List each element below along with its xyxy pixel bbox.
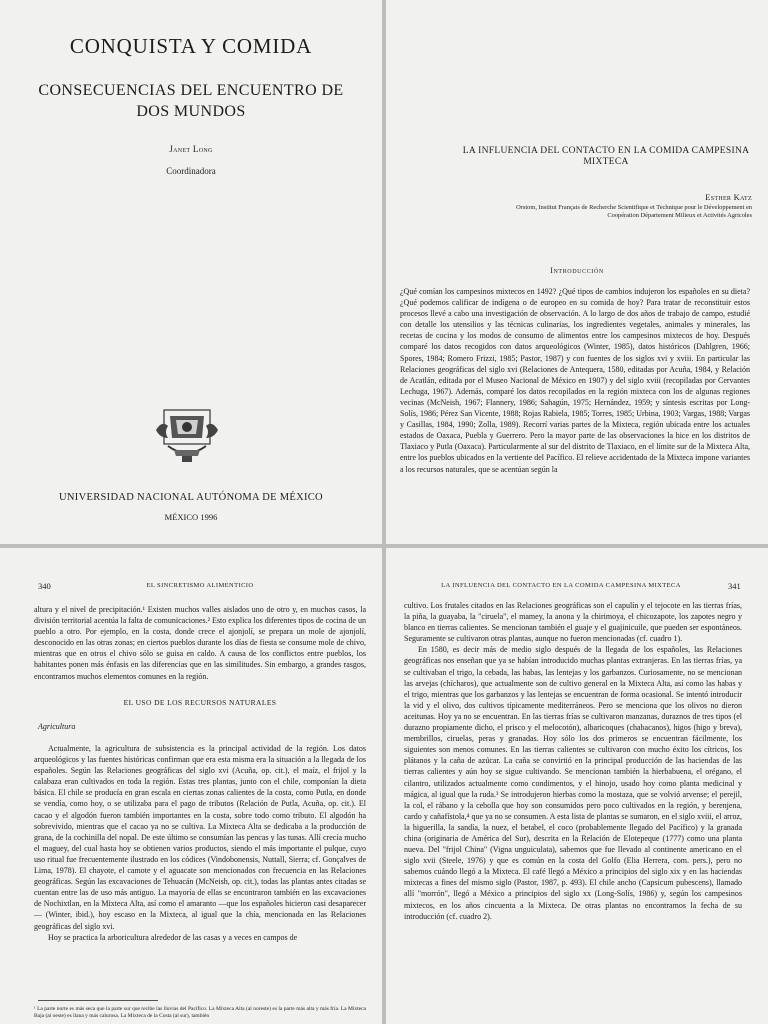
book-title: CONQUISTA Y COMIDA (69, 34, 313, 58)
section-heading: EL USO DE LOS RECURSOS NATURALES (123, 698, 277, 707)
subsection-heading: Agricultura (38, 722, 76, 731)
section-heading-introduccion: Introducción (550, 266, 604, 275)
chapter-title: LA INFLUENCIA DEL CONTACTO EN LA COMIDA CAMPESINA MIXTECA (462, 146, 750, 167)
footnote: ¹ La parte norte es más seca que la parte sur que recibe las lluvias del Pacífico. La Mixteca Alta (al noreste) es la parte más alta y más fría. La Mixteca Baja (al oeste) es llana y más calurosa. La Mixteca de la Costa (al sur), también (34, 1006, 366, 1019)
intro-paragraph: ¿Qué comían los campesinos mixtecos en 1492? ¿Qué tipos de cambios indujeron los españoles en su dieta? ¿Qué podemos calificar de indígena o de europeo en su comida de hoy? Para tratar de reconstituir estos procesos llevé a cabo una investigación de observación. A lo largo de dos años de trabajo de campo, estudié con detalle los utensilios y las técnicas culinarias, los ingredientes vegetales, animales y minerales, las recetas de cocina y los modos de consumo de alimentos entre los campesinos mixtecos de hoy. Después comparé los datos recogidos con datos arqueológicos (Winter, 1985), datos históricos (Dahlgren, 1966; Spores, 1984; Romero Frizzi, 1985; Pastor, 1987) y con fuentes de los siglos xvi y xviii. En particular las Relaciones geográficas del siglo xvi (Relaciones de Antequera, 1580, editadas por Acuña, 1984, y Relación de Acatlán, editada por el Museo Nacional de México en 1907) y del siglo xviii (recopiladas por Cervantes Lechuga, 1967). Además, comparé los datos recopilados en la región mixteca con los de algunas regiones vecinas (McNeish, 1967; Flannery, 1986; Sahagún, 1975; Hernández, 1959; y síntesis escritas por Long-Solís, 1986; Pérez San Vicente, 1988; Rojas Rabiela, 1985; Torres, 1985; Urbina, 1903; Vargas, 1988; Vargas y Casillas, 1984, 1990; Zolla, 1989). Recorrí varias partes de la Mixteca, región ubicada entre los actuales estados de Oaxaca, Puebla y Guerrero. Pero la mayor parte de las observaciones la hice en los distritos de Tlaxiaco y Putla (Oaxaca). Particularmente al sur del distrito de Tlaxiaco, en el límite sur de la Mixteca Alta, entre los pueblos ubicados en la vertiente del Pacífico. El relieve accidentado de la Mixteca impone variantes a los recursos naturales, que se acentúan según la (400, 287, 750, 474)
author-affiliation: Orstom, Institut Français de Recherche Scientifique et Technique pour le Développement en Coopération Département Milieux et Activités Agricoles (516, 204, 752, 220)
page-341 (386, 548, 768, 1024)
body-paragraph: En 1580, es decir más de medio siglo después de la llegada de los españoles, las Relaciones geográficas nos enseñan que ya se habían introducido muchas plantas extranjeras. En las tierras frías, ya se cultivaban el trigo, la cebada, las habas, las lentejas y los garbanzos. Curiosamente, no se mencionan las arvejas (chícharos), que actualmente son de cultivo general en la Mixteca Alta, así como las habas y el trigo, mientras que los garbanzos y las lentejas se encuentran de forma ocasional. Se intentó introducir la vid y el olivo, dos cultivos típicamente mediterráneos. Pero se menciona que los olivos no dieron aceitunas. Hoy ya no se encuentran. En las tierras frías se cultivaron manzanas, duraznos de tres tipos (el durazno propiamente dicho, el prisco y el melocotón), albaricoques (chabacanos), higos (higo y breva), membrillos, ciruelas, peras y granadas. Hoy sólo los dos primeros se encuentran fácilmente, los siguientes son menos comunes. En las tierras calientes se cultivaron con mucho éxito los cítricos, los plátanos y la caña de azúcar. La caña se convirtió en la principal producción de las haciendas de las tierras calientes y aún hoy se sigue cultivando. Se mencionan también la hierbabuena, el orégano, el cilantro, utilizados actualmente como condimentos, y el hinojo, usado hoy como planta medicinal y mágica, al igual que la ruda.³ Se introdujeron hierbas como la mostaza, que se volvió arvense; el perejil, la col, el rábano y la cebolla que hoy son consumidos pero poco cultivados en la región, y berenjena, cardo y cañafístola,⁴ que ya no se consumen. A esta lista de plantas se sumaron, en el siglo xviii, el arroz, la higuerilla, la sandía, la nuez, el betabel, el coco (probablemente llegado del Pacífico) y la granada china (originaria de América del Sur), descrita en la Relación de Elotepeque (1777) como una planta nueva. Del "frijol China" (Vigna unguiculata), sabemos que fue llevado al continente americano en el siglo xvii (Steele, 1976) y que es común en la costa del Golfo (Elia Herrera, com. pers.), pero no sabemos cuándo llegó a la Mixteca. El café llegó a México a principios del siglo xix y en las haciendas mixtecas a fines del mismo siglo (Pastor, 1987, p. 493). El chile ancho (Capsicum pubescens), llamado allí "morrón", llegó a México a principios del siglo xx (Long-Solís, 1986) y, según los campesinos mixtecos, en los años cincuenta a la Mixteca. De otras plantas no encontramos la fecha de su introducción (cf. cuadro 2). (404, 645, 742, 921)
body-text-block (404, 600, 742, 922)
publication-place-year: MÉXICO 1996 (164, 512, 218, 522)
body-paragraph: cultivo. Los frutales citados en las Relaciones geográficas son el capulín y el tejocote en las tierras frías, la piña, la guayaba, la "ciruela", el mamey, la anona y la chirimoya, el chicozapote, los zapotes negro y blanco en tierras calientes. Se mencionan también el guaje y el guajinicuile, que pueden ser espontáneos. Seguramente se cultivaron otras plantas, aunque no fueron mencionadas (cf. cuadro 1). (404, 601, 742, 644)
page-number: 341 (728, 581, 741, 591)
body-paragraph: Actualmente, la agricultura de subsistencia es la principal actividad de la región. Los datos arqueológicos y las fuentes históricas confirman que era esta misma era la situación a la llegada de los españoles. Según las Relaciones geográficas del siglo xvi (Acuña, op. cit.), el maíz, el frijol y la calabaza eran cultivados en toda la región. Estas tres plantas, junto con el chile, componían la dieta básica. El chile se producía en gran escala en ciertas zonas calientes de la costa, como Putla, en donde se vendía, como hoy, o se utilizaba para el pago de tributos (Relación de Putla, Acuña, op. cit.). El cacao y el algodón fueron también importantes en la costa, sobre todo como tributo. El algodón ha sobrevivido, mientras que el cacao ya no se cultiva. La Mixteca Alta se dedicaba a la producción de grana, de la cochinilla del nopal. De este último se consumían las pencas y las tunas. Allí crecía mucho el maguey, del cual hasta hoy se obtienen varios productos, siendo el más importante el pulque, cuyo uso ritual fue frecuentemente ilustrado en los códices (Vindobonensis, Nuttall, Sierra; cf. Gonçalves de Lima, 1978). El chayote, el camote y el aguacate son mencionados con frecuencia en las Relaciones geográficas. Según las excavaciones de Tehuacán (McNeish, op. cit.), todas las plantas antes citadas se cuentan entre las de uso más antiguo. La mayoría de ellas se encontraron también en las excavaciones de Nochixtlan, en la Mixteca Alta, así como el amaranto —que los españoles hicieron casi desaparecer— (Winter, ibid.), hoy escaso en la Mixteca, al igual que la chía, mencionada en las Relaciones geográficas del siglo xvi. (34, 744, 366, 931)
book-subtitle: CONSECUENCIAS DEL ENCUENTRO DE DOS MUNDOS (38, 82, 344, 120)
running-head: LA INFLUENCIA DEL CONTACTO EN LA COMIDA CAMPESINA MIXTECA (441, 582, 681, 589)
publisher-name: UNIVERSIDAD NACIONAL AUTÓNOMA DE MÉXICO (59, 492, 323, 503)
title-page (0, 0, 382, 544)
footnote-divider (38, 1000, 158, 1001)
editor-role: Coordinadora (166, 166, 216, 176)
university-seal-icon (152, 406, 222, 466)
running-head: EL SINCRETISMO ALIMENTICIO (146, 582, 254, 589)
editor-name: Janet Long (169, 144, 213, 154)
chapter-author: Esther Katz (705, 192, 752, 202)
body-paragraph: Hoy se practica la arboricultura alrededor de las casas y a veces en campos de (48, 932, 298, 942)
page-340 (0, 548, 382, 1024)
page-number: 340 (38, 581, 51, 591)
body-paragraph: altura y el nivel de precipitación.¹ Existen muchos valles aislados uno de otro y, en muchos casos, la división territorial acentúa la falta de comunicaciones.² Esto explica los diferentes tipos de cocina de un pueblo a otro. Por ejemplo, en la costa, donde crece el ajonjolí, se prepara un mole de ajonjolí, desconocido en las otras zonas; en ciertos pueblos durante los días de fiesta se consume mole de chivo, mientras que en otros el chivo sólo se guisa en caldo. A causa de los conflictos entre pueblos, los habitantes ponen más énfasis en las diferencias que en las similitudes. Sin embargo, a grandes rasgos, encontramos muchos elementos comunes en la región. (34, 605, 366, 681)
body-text-block (34, 743, 366, 943)
chapter-opening-page (386, 0, 768, 544)
